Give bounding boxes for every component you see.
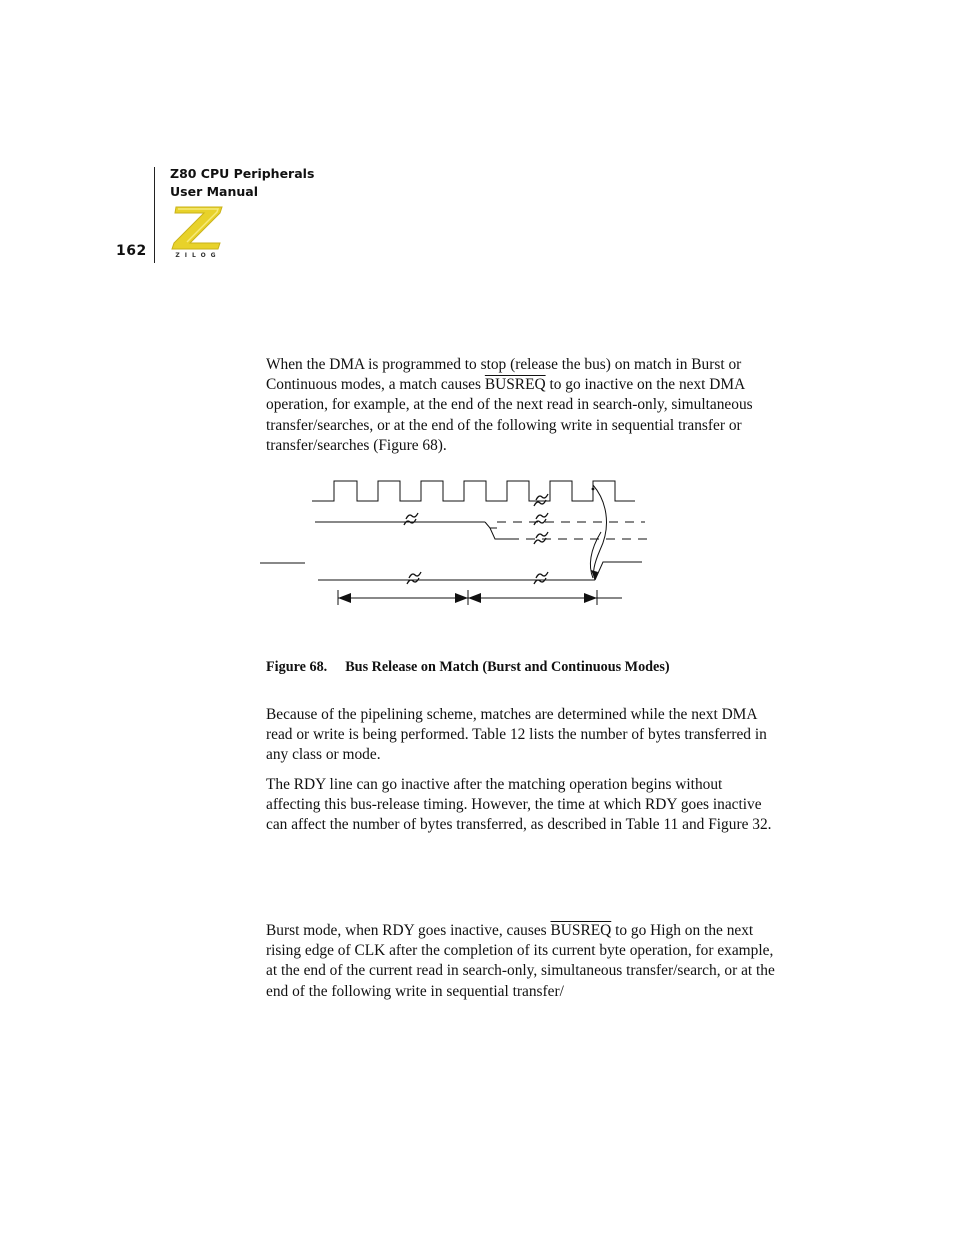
- zilog-wordmark: ZILOG: [175, 252, 221, 259]
- paragraph-pipelining: Because of the pipelining scheme, matches are determined while the next DMA read or write is being performed. Table 12 lists the number of bytes transferred in any class or mode.: [266, 706, 767, 764]
- zilog-logo: [170, 204, 226, 264]
- document-title-line1: Z80 CPU Peripherals: [170, 166, 315, 181]
- signal-line-2: [490, 528, 510, 539]
- paragraph-rdy-line: The RDY line can go inactive after the matching operation begins without affecting this bus-release timing. However, the time at which RDY goes inactive can affect the number of bytes transferred, as described in Table 11 and Figure 32.: [266, 776, 772, 834]
- arrowhead-mid-left: [468, 593, 481, 603]
- figure-label: Figure 68.: [266, 659, 328, 675]
- document-title-line2: User Manual: [170, 184, 258, 199]
- figure-title: Bus Release on Match (Burst and Continuous Modes): [345, 659, 670, 675]
- busreq-signal: BUSREQ: [484, 376, 546, 394]
- busreq-signal: BUSREQ: [550, 922, 612, 939]
- figure-caption: [266, 659, 670, 676]
- zilog-z-mark: [170, 204, 226, 252]
- paragraph-burst-mode: [266, 921, 776, 1002]
- break-mark: [404, 513, 418, 525]
- arrowhead-mid-right: [455, 593, 468, 603]
- document-title: [170, 165, 314, 201]
- arrowhead-right: [584, 593, 597, 603]
- page-number: 162: [116, 243, 147, 259]
- paragraph-text: Burst mode, when RDY goes inactive, causes: [266, 922, 551, 939]
- timing-diagram: [250, 470, 660, 610]
- paragraph-bus-release: [266, 355, 776, 456]
- causality-curve: [593, 485, 606, 580]
- break-mark: [534, 572, 548, 584]
- clock-waveform: [312, 481, 635, 501]
- break-mark: [534, 532, 548, 544]
- busreq-rise: [595, 562, 642, 580]
- break-mark: [407, 572, 421, 584]
- paragraph-text: to go High on the next rising edge of CLK after the completion of its current byte operation, for example, at the end of the current read in search-only, simultaneous transfer/search, or at the end of the following write in sequential transfer/: [266, 922, 775, 1000]
- paragraph-text: When the DMA is programmed to stop (release the bus) on match in Burst or Continuous modes, a match causes: [266, 356, 742, 394]
- arrowhead-left: [338, 593, 351, 603]
- header-rule: [154, 167, 155, 263]
- paragraph-text: to go inactive on the next DMA operation, for example, at the end of the next read in search-only, simultaneous transfer/searches, or at the end of the following write in sequential transfer or transfer/searches (Figure 68).: [266, 376, 753, 454]
- break-mark: [534, 513, 548, 525]
- signal-line-1-transition: [485, 522, 497, 528]
- break-mark: [534, 494, 548, 506]
- match-dot: [592, 488, 595, 491]
